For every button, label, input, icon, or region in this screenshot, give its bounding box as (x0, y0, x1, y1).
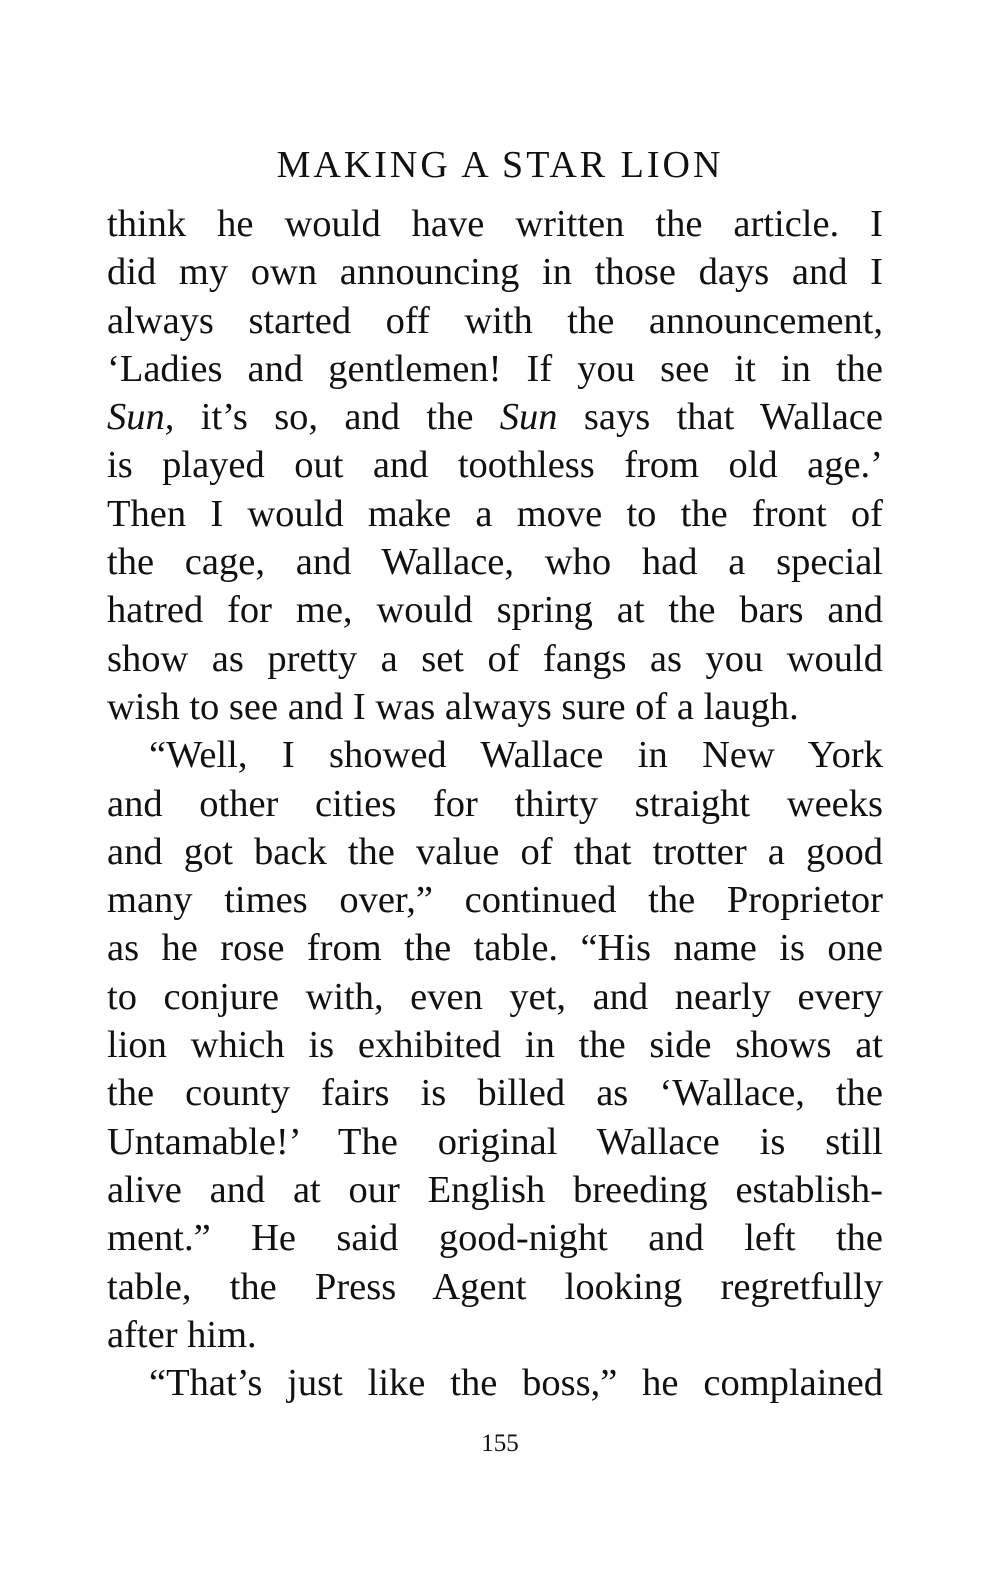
text-line: “That’s just like the boss,” he complained (149, 1362, 883, 1405)
text-line: “Well, I showed Wallace in New York (149, 734, 883, 777)
text-line: Then I would make a move to the front of (107, 492, 883, 535)
text-line: is played out and toothless from old age.’ (107, 444, 883, 487)
text-run: it’s so, and the (174, 396, 500, 439)
page-number: 155 (481, 1430, 519, 1457)
text-line: lion which is exhibited in the side shows at (107, 1024, 883, 1067)
text-line: hatred for me, would spring at the bars and (107, 589, 883, 632)
text-line: after him. (107, 1313, 257, 1356)
newspaper-title-italic: Sun, (107, 396, 175, 439)
text-line: alive and at our English breeding establish- (107, 1168, 883, 1211)
text-line: and got back the value of that trotter a good (107, 830, 883, 873)
text-line: many times over,” continued the Proprietor (107, 879, 883, 922)
text-line (107, 393, 883, 441)
text-line: did my own announcing in those days and I (107, 251, 883, 294)
text-line: table, the Press Agent looking regretfully (107, 1265, 883, 1308)
text-line: and other cities for thirty straight weeks (107, 782, 883, 825)
text-line: wish to see and I was always sure of a laugh. (107, 685, 799, 728)
newspaper-title-italic: Sun (499, 396, 558, 439)
text-line: Untamable!’ The original Wallace is still (107, 1120, 883, 1163)
text-line: always started off with the announcement, (107, 299, 883, 342)
text-line: ‘Ladies and gentlemen! If you see it in the (107, 347, 883, 390)
text-line: as he rose from the table. “His name is one (107, 927, 883, 970)
text-run: says that Wallace (557, 396, 883, 439)
text-line: to conjure with, even yet, and nearly every (107, 975, 883, 1018)
text-line: ment.” He said good-night and left the (107, 1217, 883, 1260)
running-head: MAKING A STAR LION (276, 144, 724, 186)
body-text (107, 200, 883, 1407)
text-line: think he would have written the article. I (107, 203, 883, 245)
text-line: the cage, and Wallace, who had a special (107, 541, 883, 584)
text-line: show as pretty a set of fangs as you would (107, 637, 883, 680)
text-line: the county fairs is billed as ‘Wallace, the (107, 1072, 883, 1115)
